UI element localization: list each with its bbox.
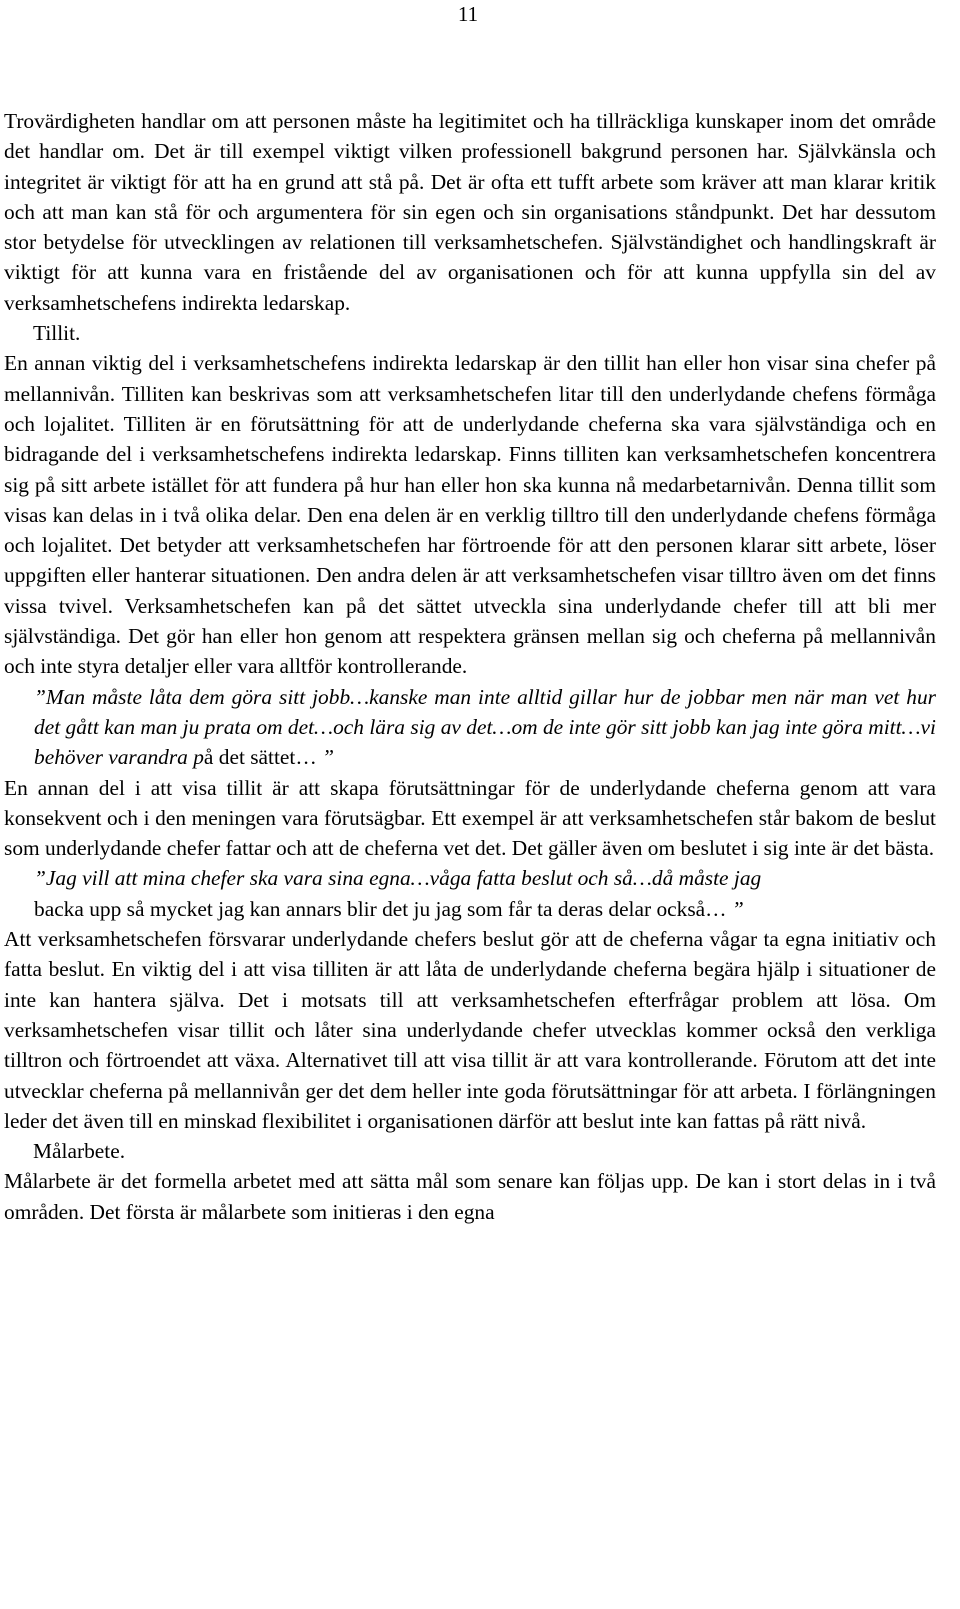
heading-malarbete: Målarbete. <box>33 1139 126 1164</box>
quote-interview-2 <box>4 863 936 924</box>
paragraph-forsvarar-beslut: Att verksamhetschefen försvarar underlydande chefers beslut gör att de cheferna vågar ta egna initiativ och fatta beslut. En viktig del i att visa tilliten är att låta de underlydande cheferna begära hjälp i situationer de inte kan hantera själva. Det i motsats till att verksamhetschefen efterfrågar problem att lösa. Om verksamhetschefen visar tillit och låter sina underlydande chefer utvecklas kommer också den verkliga tilltron och förtroendet att växa. Alternativet till att visa tillit är att vara kontrollerande. Förutom att det inte utvecklar cheferna på mellannivån ger det dem heller inte goda förutsättningar för att arbeta. I förlängningen leder det även till en minskad flexibilitet i organisationen därför att beslut inte kan fattas på rätt nivå. <box>4 927 936 1133</box>
paragraph-forutsattningar: En annan del i att visa tillit är att skapa förutsättningar för de underlydande cheferna genom att vara konsekvent och i den meningen vara förutsägbar. Ett exempel är att verksamhetschefen står bakom de beslut som underlydande chefer fattar och att de cheferna vet det. Det gäller även om beslutet i sig inte är det bästa. <box>4 775 936 861</box>
paragraph-tillit: En annan viktig del i verksamhetschefens indirekta ledarskap är den tillit han eller hon visar sina chefer på mellannivån. Tilliten kan beskrivas som att verksamhetschefen litar till den underlydande chefens förmåga och lojalitet. Tilliten är en förutsättning för att de underlydande cheferna ska vara självständiga och en bidragande del i verksamhetschefens indirekta ledarskap. Finns tilliten kan verksamhetschefen koncentrera sig på sitt arbete istället för att fundera på hur han eller hon ska kunna nå medarbetarnivån. Denna tillit som visas kan delas in i två olika delar. Den ena delen är en verklig tilltro till den underlydande chefens förmåga och lojalitet. Det betyder att verksamhetschefen har förtroende för att den personen klarar sitt arbete, löser uppgiften eller hanterar situationen. Den andra delen är att verksamhetschefen visar tilltro även om det finns vissa tvivel. Verksamhetschefen kan på det sättet utveckla sina underlydande chefer till att bli mer självständiga. Det gör han eller hon genom att respektera gränsen mellan sig och cheferna på mellannivån och inte styra detaljer eller vara alltför kontrollerande. <box>4 351 936 679</box>
document-body <box>4 106 936 1227</box>
quote-1-closing: ” <box>316 745 335 770</box>
quote-1-upright-text: å det sättet… <box>203 745 317 770</box>
page-number: 11 <box>457 2 479 26</box>
quote-1-italic-text: ”Man måste låta dem göra sitt jobb…kanske man inte alltid gillar hur de jobbar men när man vet hur det gått kan man ju prata om det…och lära sig av det…om de inte gör sitt jobb kan jag inte göra mitt…vi behöver varandra p <box>34 684 936 770</box>
quote-2-upright-text: backa upp så mycket jag kan annars blir det ju jag som får ta deras delar också… <box>34 896 727 921</box>
quote-2-closing: ” <box>726 896 744 921</box>
heading-tillit: Tillit. <box>33 321 81 346</box>
paragraph-malarbete: Målarbete är det formella arbetet med att sätta mål som senare kan följas upp. De kan i stort delas in i två områden. Det första är målarbete som initieras i den egna <box>4 1169 936 1224</box>
quote-interview-1 <box>4 682 936 773</box>
quote-2-italic-text: ”Jag vill att mina chefer ska vara sina egna…våga fatta beslut och så…då måste jag <box>34 866 762 891</box>
paragraph-trovardighet: Trovärdigheten handlar om att personen måste ha legitimitet och ha tillräckliga kunskaper inom det område det handlar om. Det är till exempel viktigt vilken professionell bakgrund personen har. Självkänsla och integritet är viktigt för att ha en grund att stå på. Det är ofta ett tufft arbete som kräver att man klarar kritik och att man kan stå för och argumentera för sin egen och sin organisations ståndpunkt. Det har dessutom stor betydelse för utvecklingen av relationen till verksamhetschefen. Självständighet och handlingskraft är viktigt för att kunna vara en fristående del av organisationen och för att kunna uppfylla sin del av verksamhetschefens indirekta ledarskap. <box>4 109 936 315</box>
